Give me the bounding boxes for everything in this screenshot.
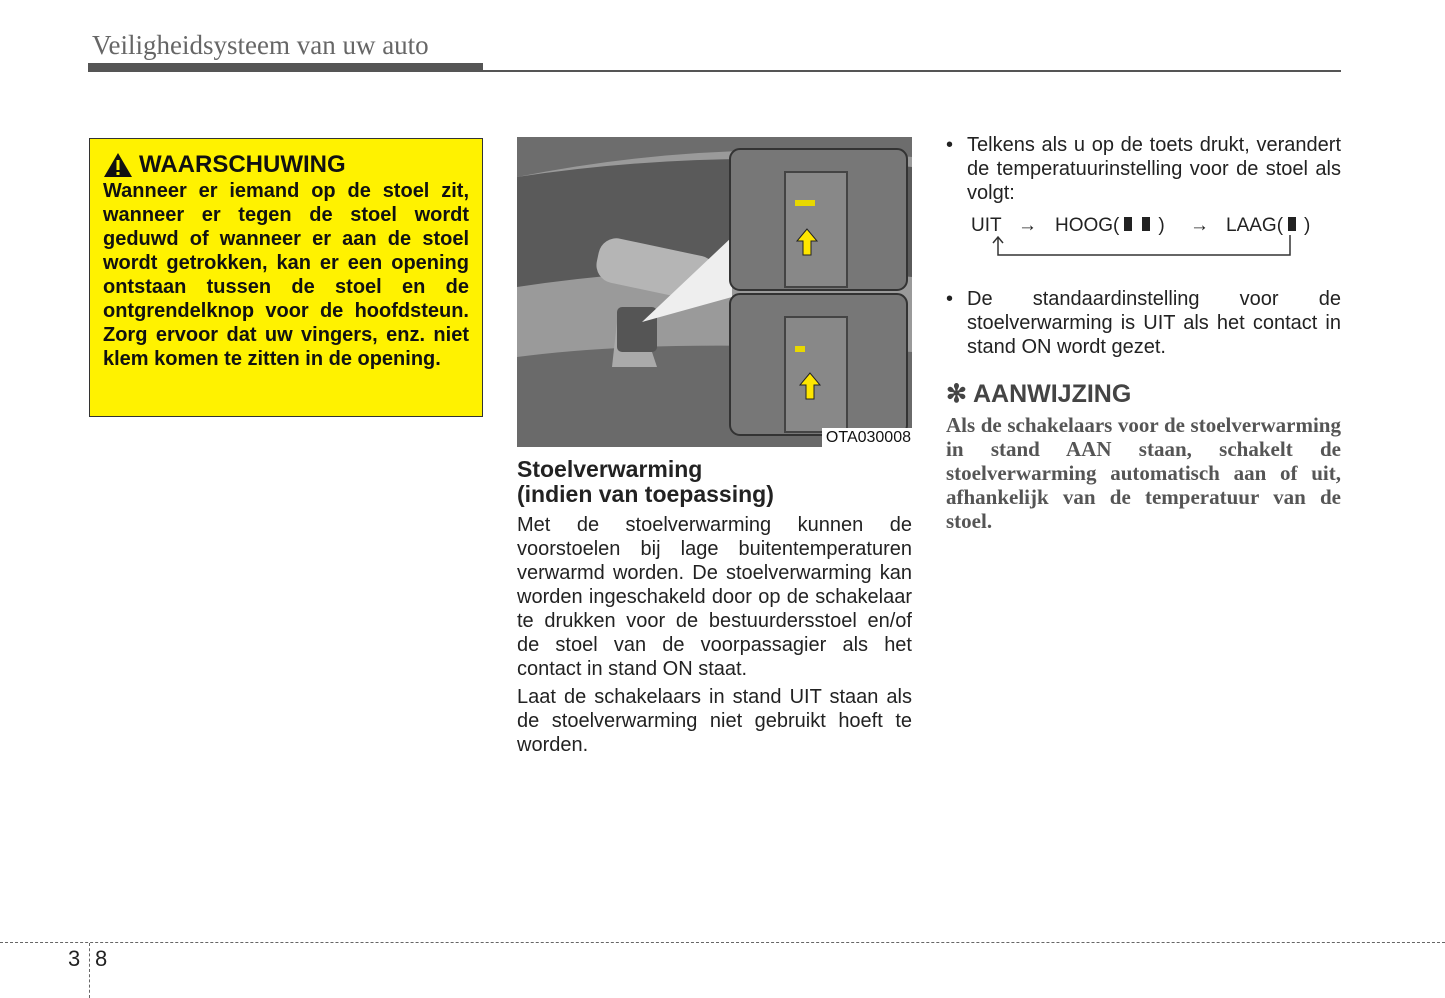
footer-rule: [0, 942, 1445, 943]
warning-box: [89, 138, 483, 417]
bullet-icon: •: [946, 134, 954, 156]
arrow-icon: →: [1018, 215, 1037, 236]
seat-heater-figure: [517, 137, 912, 447]
seq-high: HOOG( ): [1055, 215, 1165, 236]
loop-back-arrow: [986, 235, 1296, 265]
warning-heading: WAARSCHUWING: [103, 151, 469, 179]
bullet-item: • Telkens als u op de toets drukt, verandert de temperatuurinstelling voor de stoel als volgt:: [946, 134, 1341, 204]
figure-code: OTA030008: [822, 428, 912, 447]
page-number: 8: [95, 946, 108, 971]
note-text: Als de schakelaars voor de stoelverwarming in stand AAN staan, schakelt de stoelverwarming automatisch aan of uit, afhankelijk van de temperatuur van de stoel.: [946, 413, 1341, 533]
chapter-number: 3: [68, 946, 81, 971]
note-heading: ✻ AANWIJZING: [946, 380, 1132, 408]
heat-indicator-icon: [1288, 217, 1296, 231]
section-paragraph-2: Laat de schakelaars in stand UIT staan als de stoelverwarming niet gebruikt hoeft te worden.: [517, 686, 912, 756]
bullet-item: • De standaardinstelling voor de stoelverwarming is UIT als het contact in stand ON wordt gezet.: [946, 288, 1341, 358]
right-column: [946, 133, 1341, 533]
bullet-icon: •: [946, 288, 954, 310]
section-paragraph-1: Met de stoelverwarming kunnen de voorstoelen bij lage buitentemperaturen verwarmd worden. De stoelverwarming kan worden ingeschakeld door op de schakelaar te drukken voor de bestuurdersstoel en/of de stoel van de voorpassagier als het contact in stand ON staat.: [517, 514, 912, 680]
seat-heater-switch-illustration: [517, 137, 912, 447]
temperature-sequence-diagram: [946, 215, 1341, 277]
page-header-title: Veiligheidsysteem van uw auto: [92, 30, 429, 60]
arrow-icon: →: [1190, 215, 1209, 236]
warning-triangle-icon: [103, 152, 133, 178]
heat-indicator-icon: [1124, 217, 1132, 231]
main-column: [517, 137, 912, 761]
seq-low: LAAG( ): [1226, 215, 1311, 236]
warning-text: Wanneer er iemand op de stoel zit, wanneer er tegen de stoel wordt geduwd of wanneer er aan de stoel wordt getrokken, kan er een opening ontstaan tussen de stoel en de ontgrendelknop voor de hoofdsteun. Zorg ervoor dat uw vingers, enz. niet klem komen te zitten in de opening.: [103, 180, 469, 370]
footer-divider: [89, 943, 90, 998]
header-bar: [88, 63, 483, 72]
header-rule: [483, 70, 1341, 72]
section-title: Stoelverwarming (indien van toepassing): [517, 456, 774, 507]
heat-indicator-icon: [1142, 217, 1150, 231]
seq-off: UIT: [971, 215, 1002, 236]
